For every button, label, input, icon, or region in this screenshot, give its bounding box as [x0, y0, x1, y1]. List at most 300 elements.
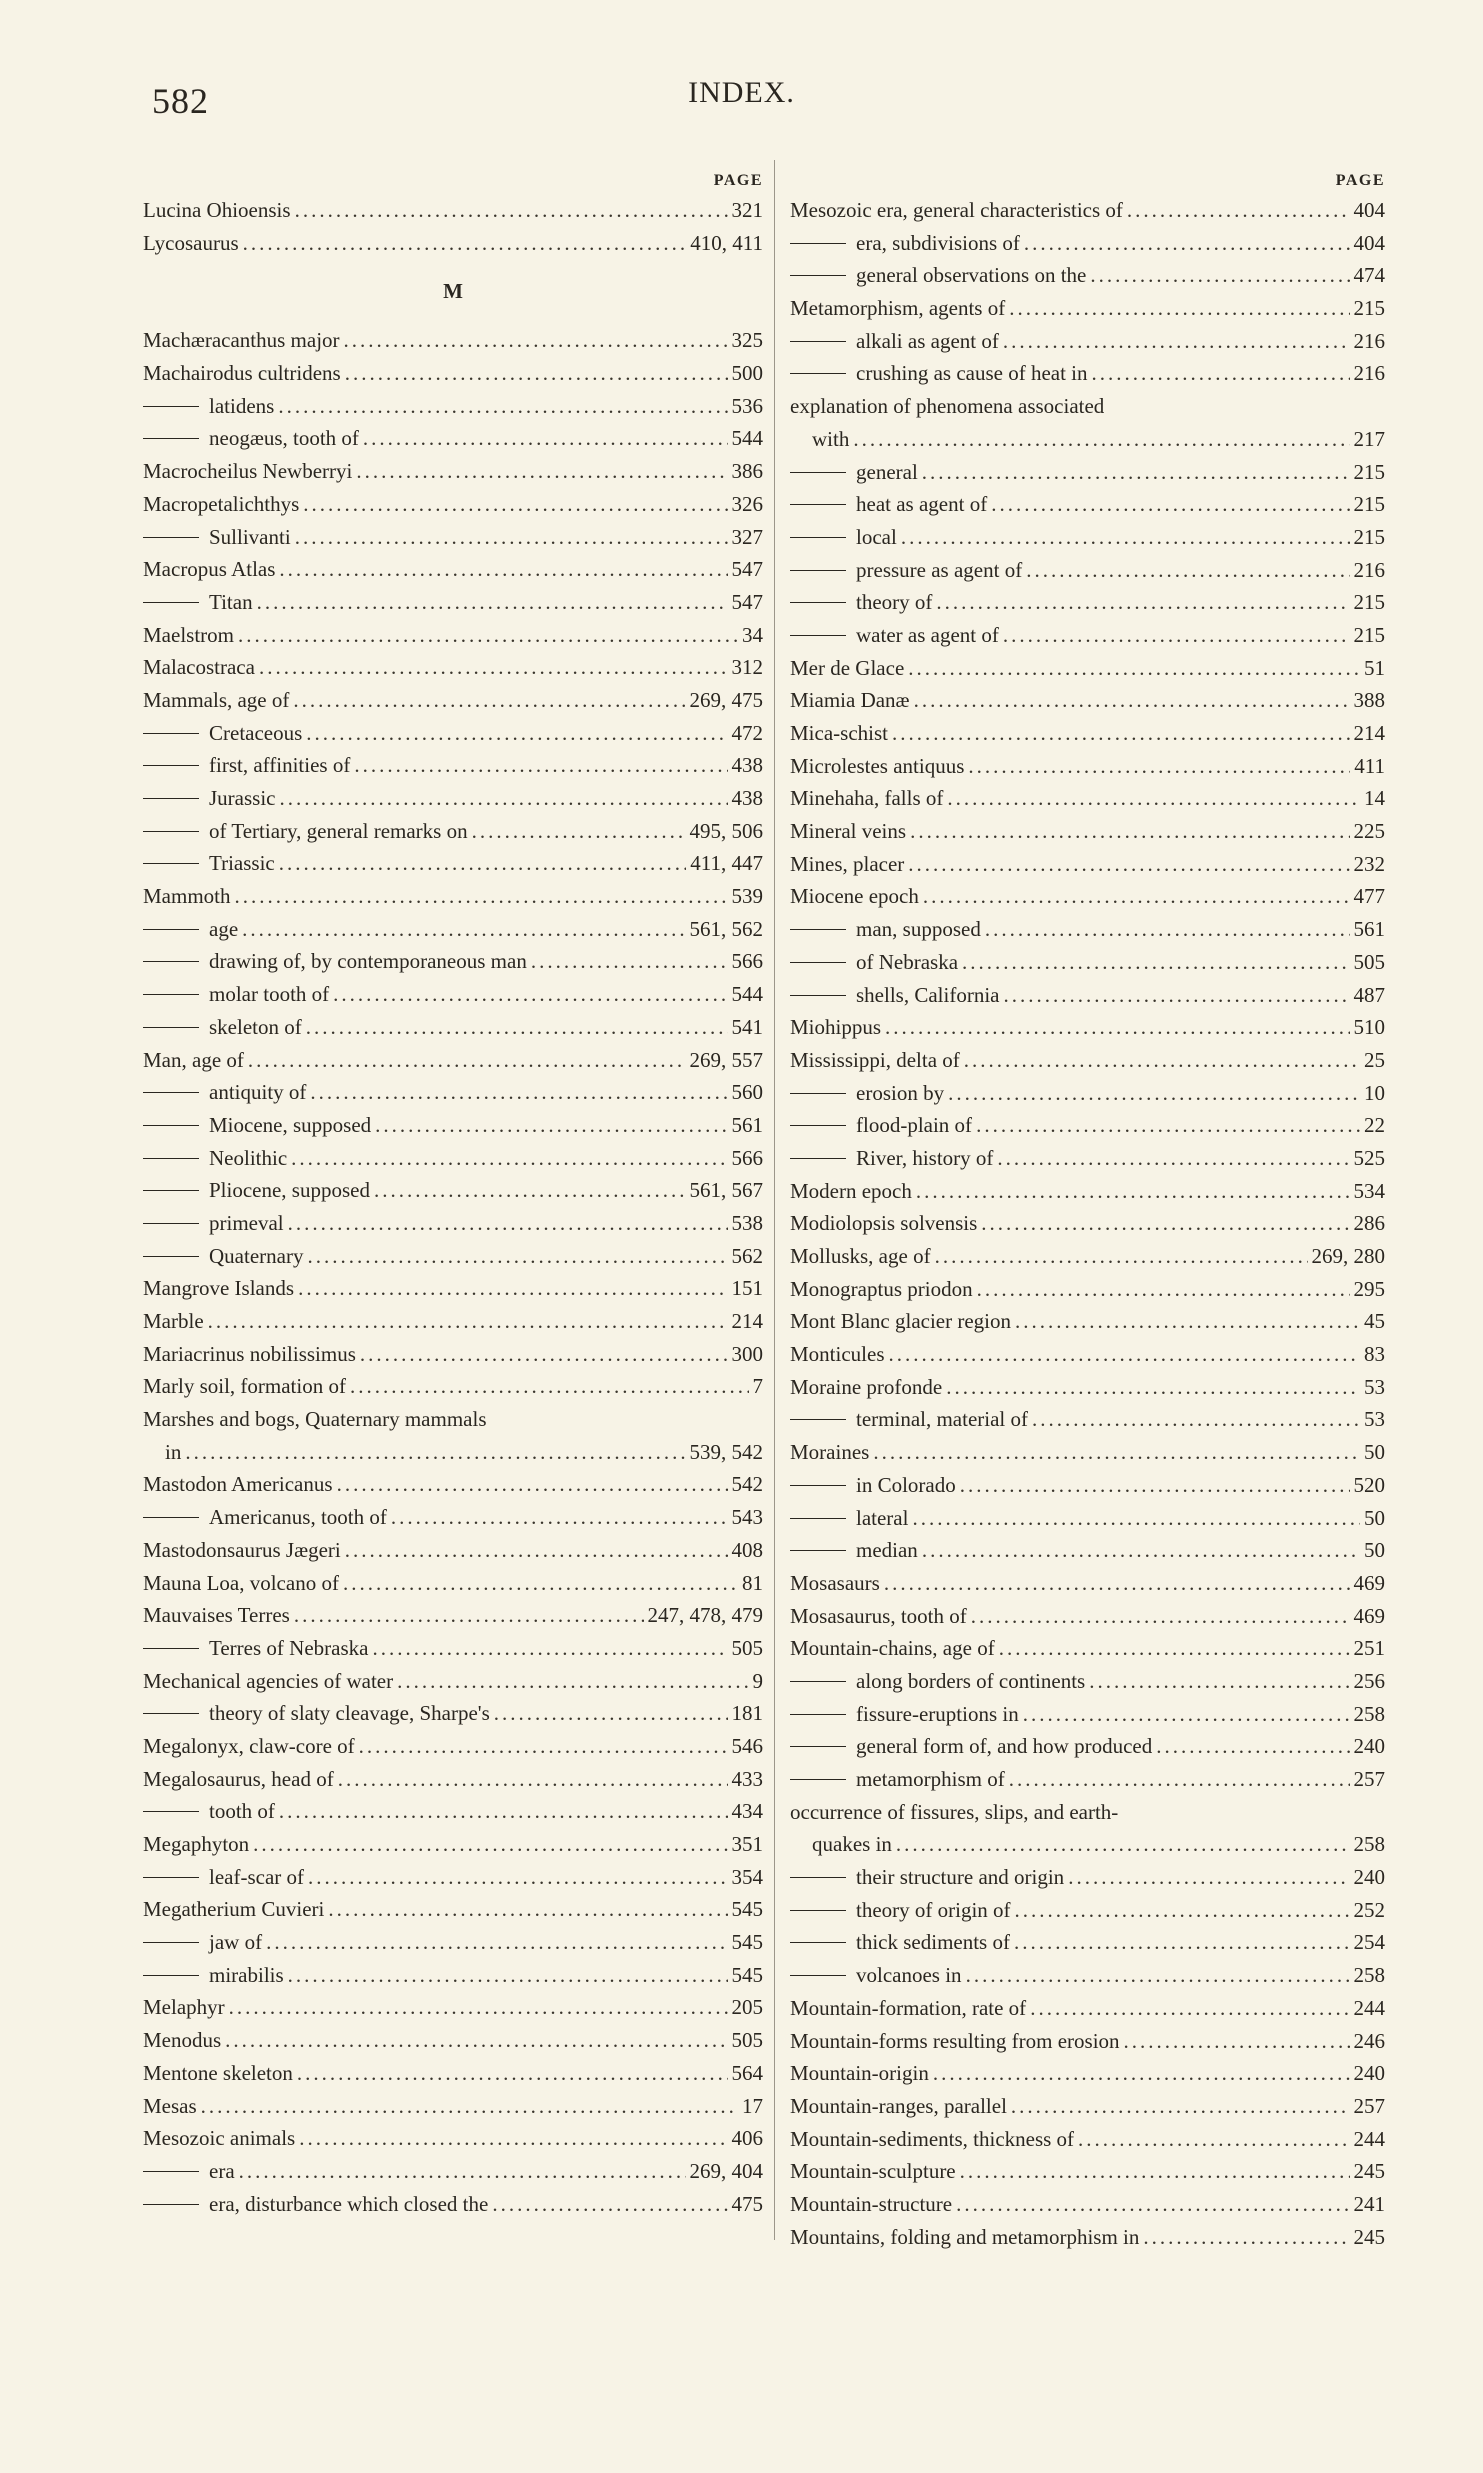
index-entry — [143, 1338, 763, 1371]
index-entry — [790, 717, 1385, 750]
dot-leader — [1089, 1665, 1349, 1698]
index-entry — [790, 1175, 1385, 1208]
entry-term: Mammals, age of — [143, 687, 290, 712]
index-subentry — [790, 619, 1385, 652]
subentry-dash — [790, 1518, 846, 1519]
dot-leader — [981, 1207, 1349, 1240]
entry-pages: 547 — [731, 589, 763, 614]
dot-leader — [908, 652, 1360, 685]
entry-pages: 181 — [731, 1701, 763, 1726]
dot-leader — [999, 1632, 1350, 1665]
entry-term: Man, age of — [143, 1047, 244, 1072]
index-entry — [143, 2122, 763, 2155]
subentry-dash — [790, 570, 846, 571]
entry-term: volcanoes in — [856, 1963, 962, 1988]
entry-term: Marble — [143, 1309, 204, 1333]
subentry-dash — [790, 1910, 846, 1911]
entry-pages: 258 — [1353, 1701, 1385, 1726]
index-entry — [790, 2057, 1385, 2090]
entry-pages: 247, 478, 479 — [647, 1603, 763, 1628]
entry-pages: 566 — [731, 1145, 763, 1170]
index-column-left — [143, 168, 763, 2220]
entry-term: their structure and origin — [856, 1865, 1065, 1890]
dot-leader — [1068, 1861, 1349, 1894]
index-entry — [143, 1730, 763, 1763]
entry-term: along borders of continents — [856, 1668, 1086, 1693]
index-entry — [790, 194, 1385, 227]
dot-leader — [1024, 227, 1350, 260]
entry-term: Mississippi, delta of — [790, 1047, 960, 1072]
index-subentry — [790, 1861, 1385, 1894]
index-subentry — [143, 1011, 763, 1044]
entry-term: Modiolopsis solvensis — [790, 1211, 978, 1236]
entry-term: era, subdivisions of — [856, 230, 1020, 255]
entry-term: Moraine profonde — [790, 1374, 943, 1399]
entry-term: Mountain-structure — [790, 2191, 953, 2216]
index-entry — [790, 848, 1385, 881]
entry-term: Moraines — [790, 1440, 870, 1465]
entry-pages: 83 — [1364, 1342, 1385, 1367]
entry-pages: 257 — [1353, 1767, 1385, 1792]
index-entry — [143, 1991, 763, 2024]
dot-leader — [257, 586, 728, 619]
index-entry — [143, 553, 763, 586]
entry-pages: 534 — [1353, 1178, 1385, 1203]
subentry-dash — [143, 1713, 199, 1714]
dot-leader — [229, 1991, 728, 2024]
entry-pages: 241 — [1353, 2191, 1385, 2216]
entry-term-continued: in — [165, 1439, 182, 1464]
index-subentry — [790, 1109, 1385, 1142]
entry-term: general observations on the — [856, 263, 1087, 288]
entry-term: Microlestes antiquus — [790, 753, 965, 778]
subentry-dash — [790, 341, 846, 342]
dot-leader — [892, 717, 1350, 750]
entry-term: Mountain-formation, rate of — [790, 1995, 1027, 2020]
dot-leader — [343, 1567, 738, 1600]
index-entry — [143, 880, 763, 913]
index-subentry — [790, 521, 1385, 554]
entry-term: Mer de Glace — [790, 655, 905, 680]
dot-leader — [359, 1730, 728, 1763]
subentry-dash — [143, 831, 199, 832]
dot-leader — [531, 945, 728, 978]
entry-pages: 215 — [1353, 590, 1385, 615]
dot-leader — [259, 651, 728, 684]
entry-term: Mines, placer — [790, 851, 905, 876]
dot-leader — [1156, 1730, 1349, 1763]
index-entry — [790, 292, 1385, 325]
entry-pages: 217 — [1353, 426, 1385, 451]
entry-term: Jurassic — [209, 786, 276, 810]
index-subentry — [143, 945, 763, 978]
entry-pages: 327 — [731, 524, 763, 549]
subentry-dash — [143, 733, 199, 734]
entry-pages: 50 — [1364, 1538, 1385, 1563]
dot-leader — [964, 1044, 1360, 1077]
entry-term: Mineral veins — [790, 819, 907, 844]
index-entry — [143, 194, 763, 227]
dot-leader — [306, 717, 727, 750]
entry-term: Melaphyr — [143, 1995, 225, 2020]
entry-pages: 408 — [731, 1537, 763, 1562]
dot-leader — [968, 750, 1350, 783]
index-entry — [143, 684, 763, 717]
dot-leader — [1011, 2090, 1350, 2123]
entry-pages: 538 — [731, 1210, 763, 1235]
entry-pages: 560 — [731, 1080, 763, 1105]
subentry-dash — [790, 1746, 846, 1747]
dot-leader — [238, 619, 738, 652]
index-subentry — [790, 979, 1385, 1012]
entry-pages: 286 — [1353, 1211, 1385, 1236]
entry-pages: 510 — [1353, 1015, 1385, 1040]
index-entry — [143, 357, 763, 390]
subentry-dash — [143, 1811, 199, 1812]
entry-term: occurrence of fissures, slips, and earth- — [790, 1799, 1119, 1824]
page-column-label: PAGE — [713, 172, 763, 189]
dot-leader — [337, 1468, 728, 1501]
entry-pages: 411 — [1354, 753, 1385, 778]
entry-pages: 541 — [731, 1014, 763, 1039]
dot-leader — [345, 357, 728, 390]
entry-pages: 545 — [731, 1930, 763, 1955]
index-subentry — [790, 1534, 1385, 1567]
entry-pages: 505 — [1353, 949, 1385, 974]
dot-leader — [936, 586, 1349, 619]
entry-term: Marly soil, formation of — [143, 1374, 346, 1399]
entry-pages: 251 — [1353, 1636, 1385, 1661]
subentry-dash — [790, 504, 846, 505]
index-entry — [143, 651, 763, 684]
dot-leader — [242, 913, 685, 946]
index-entry — [143, 1534, 763, 1567]
entry-term: Quaternary — [209, 1243, 304, 1268]
entry-term: latidens — [209, 393, 275, 418]
index-entry — [790, 1011, 1385, 1044]
index-entry-line — [790, 1828, 1385, 1861]
entry-term: primeval — [209, 1210, 284, 1235]
entry-pages: 545 — [731, 1897, 763, 1922]
index-entry — [790, 1338, 1385, 1371]
entry-term: Macrocheilus Newberryi — [143, 459, 353, 484]
index-entry — [790, 1567, 1385, 1600]
dot-leader — [185, 1436, 685, 1469]
entry-pages: 25 — [1364, 1047, 1385, 1072]
index-subentry — [143, 1926, 763, 1959]
dot-leader — [1090, 259, 1349, 292]
entry-pages: 269, 280 — [1311, 1244, 1385, 1269]
index-subentry — [790, 1730, 1385, 1763]
dot-leader — [966, 1959, 1350, 1992]
entry-term: Miocene epoch — [790, 884, 919, 909]
entry-pages: 205 — [731, 1995, 763, 2020]
index-subentry — [143, 1109, 763, 1142]
subentry-dash — [143, 1027, 199, 1028]
entry-term: Megaphyton — [143, 1832, 250, 1857]
entries-before-letter — [143, 194, 763, 259]
subentry-dash — [790, 537, 846, 538]
dot-leader — [374, 1174, 686, 1207]
dot-leader — [853, 423, 1349, 456]
dot-leader — [208, 1305, 728, 1338]
entry-term: of Nebraska — [856, 949, 959, 974]
dot-leader — [922, 456, 1350, 489]
index-subentry — [790, 488, 1385, 521]
subentry-dash — [790, 1714, 846, 1715]
dot-leader — [356, 455, 727, 488]
index-entry — [143, 1567, 763, 1600]
index-subentry — [143, 717, 763, 750]
dot-leader — [243, 227, 687, 260]
entry-pages: 269, 404 — [689, 2158, 763, 2183]
index-entry — [790, 1240, 1385, 1273]
entry-pages: 542 — [731, 1472, 763, 1497]
dot-leader — [1124, 2025, 1350, 2058]
index-entry — [790, 684, 1385, 717]
entry-pages: 51 — [1364, 655, 1385, 680]
entry-term: Miocene, supposed — [209, 1112, 372, 1137]
entry-term: median — [856, 1538, 918, 1563]
index-subentry — [143, 1076, 763, 1109]
dot-leader — [288, 1207, 728, 1240]
dot-leader — [884, 1567, 1350, 1600]
index-subentry — [143, 815, 763, 848]
entry-term: Mountain-origin — [790, 2061, 929, 2086]
entry-pages: 539, 542 — [689, 1439, 763, 1464]
index-entry — [143, 455, 763, 488]
entry-term: fissure-eruptions in — [856, 1701, 1019, 1726]
dot-leader — [279, 553, 727, 586]
index-subentry — [143, 1959, 763, 1992]
entry-term: Macropus Atlas — [143, 557, 276, 582]
entry-pages: 469 — [1353, 1570, 1385, 1595]
entry-term: Mountains, folding and metamorphism in — [790, 2224, 1140, 2249]
entry-pages: 34 — [742, 622, 763, 647]
dot-leader — [914, 684, 1350, 717]
dot-leader — [873, 1436, 1360, 1469]
entry-pages: 525 — [1353, 1145, 1385, 1170]
entry-pages: 474 — [1353, 263, 1385, 288]
dot-leader — [294, 1599, 644, 1632]
dot-leader — [997, 1142, 1349, 1175]
index-subentry — [790, 1926, 1385, 1959]
index-entry — [143, 488, 763, 521]
dot-leader — [901, 521, 1350, 554]
entry-pages: 434 — [731, 1799, 763, 1824]
index-entry — [143, 1272, 763, 1305]
dot-leader — [1092, 357, 1350, 390]
subentry-dash — [143, 1125, 199, 1126]
entry-term: Megalosaurus, head of — [143, 1766, 334, 1791]
entry-pages: 536 — [731, 393, 763, 418]
index-subentry — [790, 456, 1385, 489]
entry-pages: 214 — [1353, 721, 1385, 746]
index-subentry — [790, 1403, 1385, 1436]
dot-leader — [350, 1370, 749, 1403]
dot-leader — [956, 2188, 1349, 2221]
subentry-dash — [790, 1975, 846, 1976]
index-column-right — [790, 168, 1385, 2253]
dot-leader — [1009, 1763, 1350, 1796]
index-subentry — [790, 913, 1385, 946]
page-number: 582 — [152, 81, 209, 121]
entry-term: Macropetalichthys — [143, 491, 300, 516]
subentry-dash — [143, 406, 199, 407]
entry-pages: 50 — [1364, 1440, 1385, 1465]
entry-term-continued: with — [812, 426, 850, 451]
entry-term: leaf-scar of — [209, 1864, 305, 1889]
entry-term: erosion by — [856, 1080, 945, 1105]
entry-pages: 469 — [1353, 1603, 1385, 1628]
subentry-dash — [143, 537, 199, 538]
index-entry — [143, 1893, 763, 1926]
entry-term: Mountain-forms resulting from erosion — [790, 2028, 1120, 2053]
dot-leader — [253, 1828, 727, 1861]
entry-pages: 257 — [1353, 2093, 1385, 2118]
entry-term: jaw of — [209, 1930, 263, 1955]
entry-term: water as agent of — [856, 622, 999, 647]
subentry-dash — [143, 2171, 199, 2172]
index-entry — [790, 880, 1385, 913]
entry-term: Triassic — [209, 851, 275, 876]
subentry-dash — [143, 798, 199, 799]
entry-term: Mastodonsaurus Jægeri — [143, 1537, 341, 1562]
dot-leader — [896, 1828, 1350, 1861]
index-entry — [143, 227, 763, 260]
entry-pages: 561 — [1353, 917, 1385, 942]
index-subentry — [143, 1501, 763, 1534]
dot-leader — [363, 422, 728, 455]
entry-pages: 246 — [1353, 2028, 1385, 2053]
subentry-dash — [143, 1158, 199, 1159]
subentry-dash — [143, 1190, 199, 1191]
index-subentry — [143, 1207, 763, 1240]
dot-leader — [391, 1501, 728, 1534]
dot-leader — [1015, 1305, 1360, 1338]
index-entry — [790, 750, 1385, 783]
index-entry — [143, 324, 763, 357]
dot-leader — [985, 913, 1350, 946]
entry-term: Mollusks, age of — [790, 1244, 931, 1269]
dot-leader — [960, 2155, 1350, 2188]
entry-pages: 500 — [731, 361, 763, 386]
index-entry — [790, 2123, 1385, 2156]
subentry-dash — [790, 1779, 846, 1780]
entry-term: Malacostraca — [143, 655, 255, 680]
entry-pages: 404 — [1353, 230, 1385, 255]
dot-leader — [1003, 619, 1350, 652]
entry-pages: 546 — [731, 1733, 763, 1758]
index-subentry — [790, 1469, 1385, 1502]
entry-term: Megatherium Cuvieri — [143, 1897, 325, 1922]
dot-leader — [308, 1861, 727, 1894]
subentry-dash — [790, 602, 846, 603]
dot-leader — [306, 1011, 728, 1044]
dot-leader — [1009, 292, 1349, 325]
dot-leader — [922, 1534, 1360, 1567]
dot-leader — [293, 684, 685, 717]
subentry-dash — [143, 1942, 199, 1943]
dot-leader — [912, 1502, 1360, 1535]
entry-term: first, affinities of — [209, 753, 351, 778]
dot-leader — [976, 1109, 1360, 1142]
entry-term: Mountain-sculpture — [790, 2159, 956, 2184]
dot-leader — [1127, 194, 1350, 227]
entry-pages: 472 — [731, 720, 763, 745]
entry-term: Marshes and bogs, Quaternary mammals — [143, 1407, 487, 1432]
entry-term: age — [209, 916, 239, 941]
dot-leader — [1032, 1403, 1360, 1436]
index-entry — [143, 1828, 763, 1861]
entry-pages: 295 — [1353, 1276, 1385, 1301]
dot-leader — [279, 847, 687, 880]
entry-term: man, supposed — [856, 917, 981, 942]
entry-term: Mammoth — [143, 884, 231, 909]
entry-term: era — [209, 2158, 235, 2183]
entry-pages: 50 — [1364, 1505, 1385, 1530]
entry-term: Mechanical agencies of water — [143, 1668, 394, 1693]
dot-leader — [397, 1665, 748, 1698]
subentry-dash — [143, 1517, 199, 1518]
entries-right — [790, 194, 1385, 2253]
dot-leader — [492, 2188, 727, 2221]
entry-pages: 22 — [1364, 1113, 1385, 1138]
entry-term: Mesozoic animals — [143, 2126, 296, 2151]
entry-term: Mosasaurus, tooth of — [790, 1603, 967, 1628]
dot-leader — [288, 1959, 728, 1992]
subentry-dash — [143, 1223, 199, 1224]
entry-term: tooth of — [209, 1799, 275, 1824]
entry-pages: 561, 567 — [689, 1178, 763, 1203]
dot-leader — [946, 1371, 1360, 1404]
entry-pages: 543 — [731, 1505, 763, 1530]
index-entry — [143, 1763, 763, 1796]
entry-pages: 269, 557 — [689, 1047, 763, 1072]
index-entry — [790, 1632, 1385, 1665]
entry-pages: 562 — [731, 1243, 763, 1268]
index-entry — [143, 1599, 763, 1632]
dot-leader — [279, 1795, 728, 1828]
entry-term: local — [856, 524, 897, 549]
entry-term: Mauvaises Terres — [143, 1603, 290, 1628]
subentry-dash — [790, 472, 846, 473]
entry-term: heat as agent of — [856, 492, 988, 517]
dot-leader — [1014, 1926, 1350, 1959]
entry-pages: 300 — [731, 1341, 763, 1366]
entry-pages: 252 — [1353, 1897, 1385, 1922]
subentry-dash — [143, 994, 199, 995]
entry-pages: 438 — [731, 753, 763, 778]
entry-pages: 544 — [731, 426, 763, 451]
index-entry — [143, 1665, 763, 1698]
dot-leader — [889, 1338, 1361, 1371]
entry-term: Mountain-sediments, thickness of — [790, 2126, 1075, 2151]
entry-pages: 321 — [731, 198, 763, 222]
dot-leader — [1143, 2221, 1349, 2254]
entry-pages: 244 — [1353, 1995, 1385, 2020]
entry-pages: 10 — [1364, 1080, 1385, 1105]
subentry-dash — [790, 995, 846, 996]
subentry-dash — [790, 929, 846, 930]
entry-pages: 505 — [731, 2028, 763, 2053]
entry-term: Mauna Loa, volcano of — [143, 1570, 339, 1595]
entry-pages: 386 — [731, 459, 763, 484]
page-column-label: PAGE — [1335, 172, 1385, 189]
entry-pages: 487 — [1353, 982, 1385, 1007]
entry-pages: 561 — [731, 1112, 763, 1137]
entry-pages: 214 — [731, 1309, 763, 1333]
